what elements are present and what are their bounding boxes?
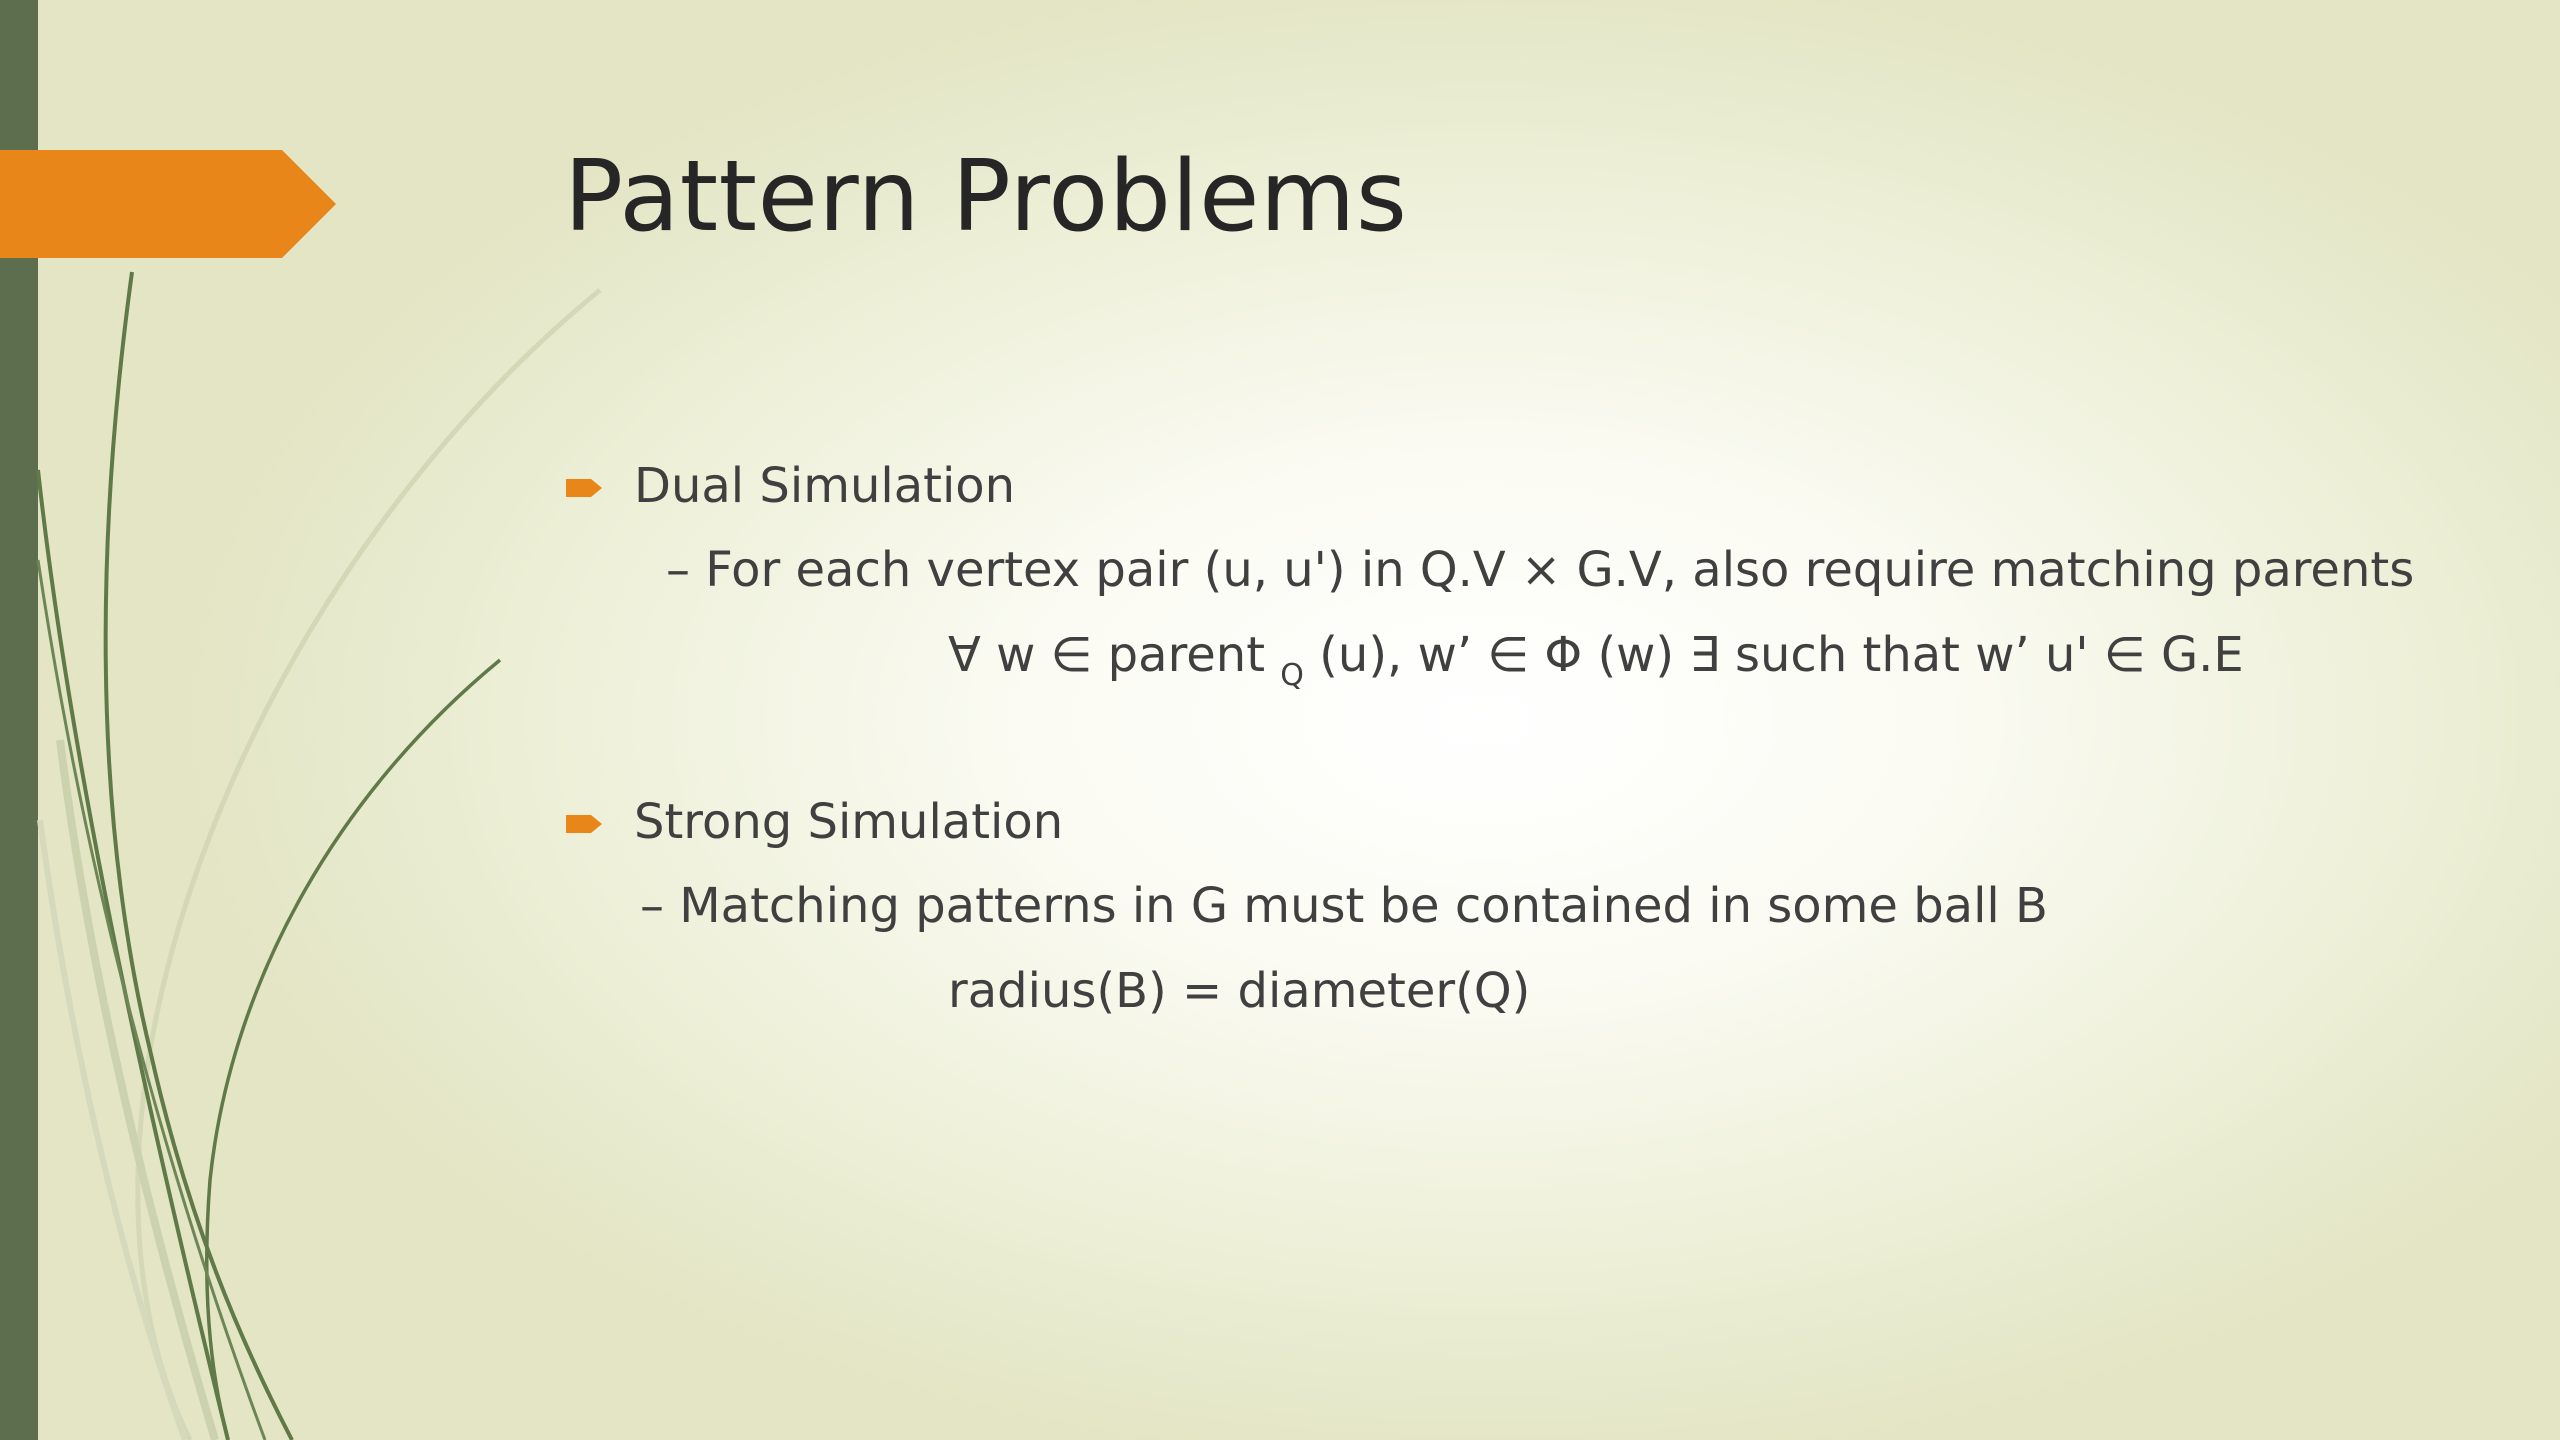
strong-simulation-formula: radius(B) = diameter(Q) [948,963,1531,1019]
slide-title: Pattern Problems [564,140,1408,254]
dual-simulation-detail: – For each vertex pair (u, u') in Q.V × G.V, also require matching parents [666,542,2415,598]
title-flag-icon [0,150,340,258]
bullet-dual-simulation: Dual Simulation [634,458,1016,514]
bullet-strong-simulation: Strong Simulation [634,794,1064,850]
strong-simulation-detail: – Matching patterns in G must be contained in some ball B [640,878,2048,934]
bullet-arrow-icon [566,815,602,833]
formula-part-1: ∀ w ∈ parent [948,627,1266,683]
formula-subscript: Q [1280,658,1304,693]
dual-simulation-formula [948,627,2244,693]
formula-part-2: (u), w’ ∈ Φ (w) ∃ such that w’ u' ∈ G.E [1319,627,2244,683]
bullet-arrow-icon [566,479,602,497]
